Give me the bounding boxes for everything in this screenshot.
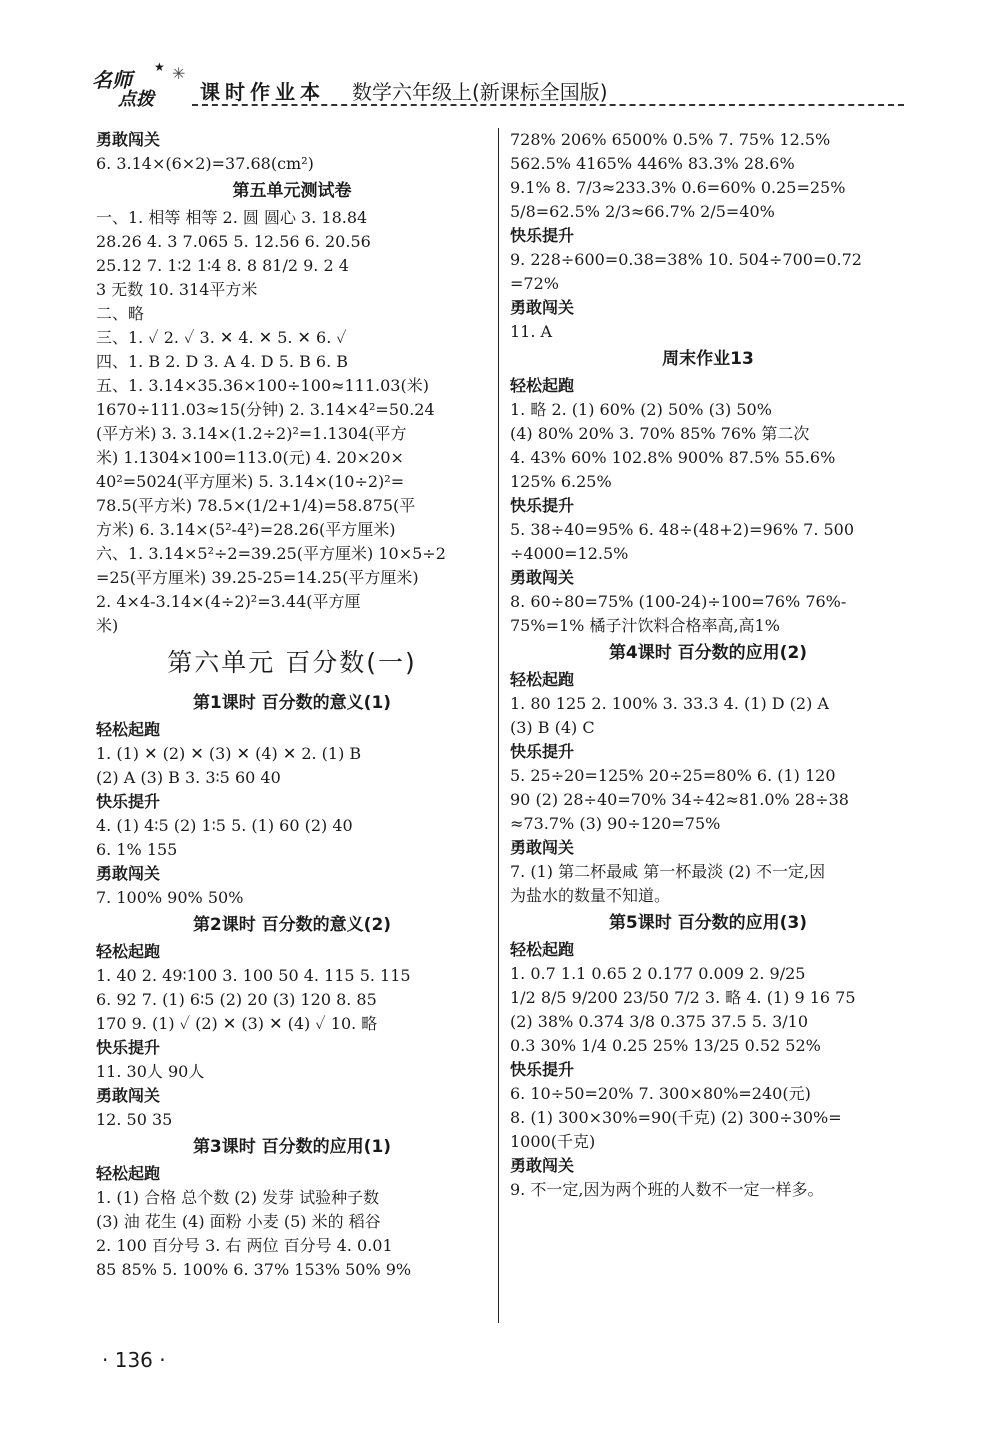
page-number: · 136 · (102, 1348, 166, 1372)
answer-line: 1. 80 125 2. 100% 3. 33.3 4. (1) D (2) A (510, 694, 829, 713)
section-label: 快乐提升 (96, 1038, 161, 1057)
logo-line-1: 名师 (92, 68, 132, 92)
answer-line: 5/8=62.5% 2/3≈66.7% 2/5=40% (510, 202, 775, 221)
answer-line: 78.5(平方米) 78.5×(1/2+1/4)=58.875(平 (96, 496, 416, 515)
section-label: 勇敢闯关 (510, 838, 575, 857)
section-label: 快乐提升 (510, 1060, 575, 1079)
book-subtitle: 数学六年级上(新课标全国版) (352, 80, 608, 104)
answer-line: 4. (1) 4∶5 (2) 1∶5 5. (1) 60 (2) 40 (96, 816, 353, 835)
lesson-title: 第2课时 百分数的意义(2) (192, 915, 392, 935)
answer-line: 一、1. 相等 相等 2. 圆 圆心 3. 18.84 (96, 208, 368, 227)
answer-line: 11. 30人 90人 (96, 1062, 205, 1081)
section-label: 轻松起跑 (510, 376, 575, 395)
answer-line: =72% (510, 274, 559, 293)
answer-line: 90 (2) 28÷40=70% 34÷42≈81.0% 28÷38 (510, 790, 849, 809)
star-icon: ★ (154, 60, 165, 74)
answer-line: 3 无数 10. 314平方米 (96, 280, 258, 299)
section-label: 勇敢闯关 (96, 1086, 161, 1105)
answer-line: ≈73.7% (3) 90÷120=75% (510, 814, 721, 833)
answer-line: 7. 100% 90% 50% (96, 888, 244, 907)
answer-line: 125% 6.25% (510, 472, 612, 491)
answer-line: 9. 不一定,因为两个班的人数不一定一样多。 (510, 1180, 824, 1199)
answer-line: 五、1. 3.14×35.36×100÷100≈111.03(米) (96, 376, 429, 395)
section-label: 轻松起跑 (510, 670, 575, 689)
answer-line: 2. 4×4-3.14×(4÷2)²=3.44(平方厘 (96, 592, 361, 611)
section-label: 勇敢闯关 (510, 1156, 575, 1175)
answer-line: (平方米) 3. 3.14×(1.2÷2)²=1.1304(平方 (96, 424, 407, 443)
answer-line: 1. (1) 合格 总个数 (2) 发芽 试验种子数 (96, 1188, 380, 1207)
answer-line: 1670÷111.03≈15(分钟) 2. 3.14×4²=50.24 (96, 400, 435, 419)
section-label: 轻松起跑 (96, 942, 161, 961)
answer-line: ÷4000=12.5% (510, 544, 629, 563)
answer-line: 28.26 4. 3 7.065 5. 12.56 6. 20.56 (96, 232, 371, 251)
brand-logo (92, 70, 154, 110)
series-title: 课时作业本 (200, 80, 325, 104)
answer-line: 25.12 7. 1∶2 1∶4 8. 8 81/2 9. 2 4 (96, 256, 349, 275)
sparkle-icon: ✳ (172, 64, 186, 83)
lesson-title: 第4课时 百分数的应用(2) (608, 643, 808, 663)
answer-line: =25(平方厘米) 39.25-25=14.25(平方厘米) (96, 568, 419, 587)
answer-line: 8. (1) 300×30%=90(千克) (2) 300÷30%= (510, 1108, 842, 1127)
answer-line: 1. 略 2. (1) 60% (2) 50% (3) 50% (510, 400, 772, 419)
column-divider (498, 128, 499, 1323)
answer-line: 2. 100 百分号 3. 右 两位 百分号 4. 0.01 (96, 1236, 393, 1255)
answer-line: 6. 3.14×(6×2)=37.68(cm²) (96, 154, 314, 173)
answer-line: 9.1% 8. 7/3≈233.3% 0.6=60% 0.25=25% (510, 178, 846, 197)
answer-line: 6. 92 7. (1) 6∶5 (2) 20 (3) 120 8. 85 (96, 990, 377, 1009)
unit-title: 第六单元 百分数(一) (167, 648, 417, 677)
right-column (510, 128, 906, 1202)
answer-line: 5. 25÷20=125% 20÷25=80% 6. (1) 120 (510, 766, 836, 785)
section-label: 轻松起跑 (510, 940, 575, 959)
answer-line: 6. 10÷50=20% 7. 300×80%=240(元) (510, 1084, 811, 1103)
answer-line: 75%=1% 橘子汁饮料合格率高,高1% (510, 616, 780, 635)
answer-line: 6. 1% 155 (96, 840, 178, 859)
lesson-title: 第3课时 百分数的应用(1) (192, 1137, 392, 1157)
answer-line: 米) (96, 616, 119, 635)
answer-line: 三、1. ✓ 2. ✓ 3. ✕ 4. ✕ 5. ✕ 6. ✓ (96, 328, 347, 347)
answer-line: 为盐水的数量不知道。 (510, 886, 671, 905)
answer-line: 562.5% 4165% 446% 83.3% 28.6% (510, 154, 795, 173)
answer-line: 40²=5024(平方厘米) 5. 3.14×(10÷2)²= (96, 472, 405, 491)
answer-line: 二、略 (96, 304, 145, 323)
answer-line: 4. 43% 60% 102.8% 900% 87.5% 55.6% (510, 448, 836, 467)
lesson-title: 第五单元测试卷 (232, 181, 352, 201)
answer-line: (3) B (4) C (510, 718, 595, 737)
answer-line: 170 9. (1) ✓ (2) ✕ (3) ✕ (4) ✓ 10. 略 (96, 1014, 378, 1033)
left-column (96, 128, 488, 1282)
lesson-title: 第5课时 百分数的应用(3) (608, 913, 808, 933)
answer-line: 5. 38÷40=95% 6. 48÷(48+2)=96% 7. 500 (510, 520, 855, 539)
answer-line: (2) 38% 0.374 3/8 0.375 37.5 5. 3/10 (510, 1012, 809, 1031)
answer-line: 方米) 6. 3.14×(5²-4²)=28.26(平方厘米) (96, 520, 396, 539)
section-label: 勇敢闯关 (510, 568, 575, 587)
answer-line: (3) 油 花生 (4) 面粉 小麦 (5) 米的 稻谷 (96, 1212, 381, 1231)
section-label: 快乐提升 (510, 742, 575, 761)
answer-line: 8. 60÷80=75% (100-24)÷100=76% 76%- (510, 592, 847, 611)
answer-line: 1. 40 2. 49∶100 3. 100 50 4. 115 5. 115 (96, 966, 411, 985)
page-header (92, 60, 904, 110)
section-label: 轻松起跑 (96, 1164, 161, 1183)
answer-line: 六、1. 3.14×5²÷2=39.25(平方厘米) 10×5÷2 (96, 544, 446, 563)
header-divider (192, 104, 904, 106)
answer-line: 四、1. B 2. D 3. A 4. D 5. B 6. B (96, 352, 349, 371)
lesson-title: 周末作业13 (662, 349, 754, 369)
answer-line: 1. 0.7 1.1 0.65 2 0.177 0.009 2. 9/25 (510, 964, 806, 983)
answer-line: 0.3 30% 1/4 0.25 25% 13/25 0.52 52% (510, 1036, 821, 1055)
answer-line: 9. 228÷600=0.38=38% 10. 504÷700=0.72 (510, 250, 862, 269)
answer-line: 85 85% 5. 100% 6. 37% 153% 50% 9% (96, 1260, 412, 1279)
section-label: 勇敢闯关 (96, 864, 161, 883)
section-label: 快乐提升 (510, 226, 575, 245)
answer-line: (4) 80% 20% 3. 70% 85% 76% 第二次 (510, 424, 810, 443)
section-label: 快乐提升 (96, 792, 161, 811)
answer-line: 1. (1) ✕ (2) ✕ (3) ✕ (4) ✕ 2. (1) B (96, 744, 362, 763)
lesson-title: 第1课时 百分数的意义(1) (192, 693, 392, 713)
answer-line: 1000(千克) (510, 1132, 596, 1151)
logo-line-2: 点拨 (118, 89, 154, 110)
answer-line: 12. 50 35 (96, 1110, 173, 1129)
section-label: 勇敢闯关 (96, 130, 161, 149)
answer-line: 7. (1) 第二杯最咸 第一杯最淡 (2) 不一定,因 (510, 862, 826, 881)
section-label: 快乐提升 (510, 496, 575, 515)
answer-line: 11. A (510, 322, 553, 341)
answer-line: 米) 1.1304×100=113.0(元) 4. 20×20× (96, 448, 404, 467)
section-label: 勇敢闯关 (510, 298, 575, 317)
answer-line: (2) A (3) B 3. 3∶5 60 40 (96, 768, 281, 787)
answer-line: 728% 206% 6500% 0.5% 7. 75% 12.5% (510, 130, 831, 149)
answer-line: 1/2 8/5 9/200 23/50 7/2 3. 略 4. (1) 9 16 75 (510, 988, 856, 1007)
section-label: 轻松起跑 (96, 720, 161, 739)
